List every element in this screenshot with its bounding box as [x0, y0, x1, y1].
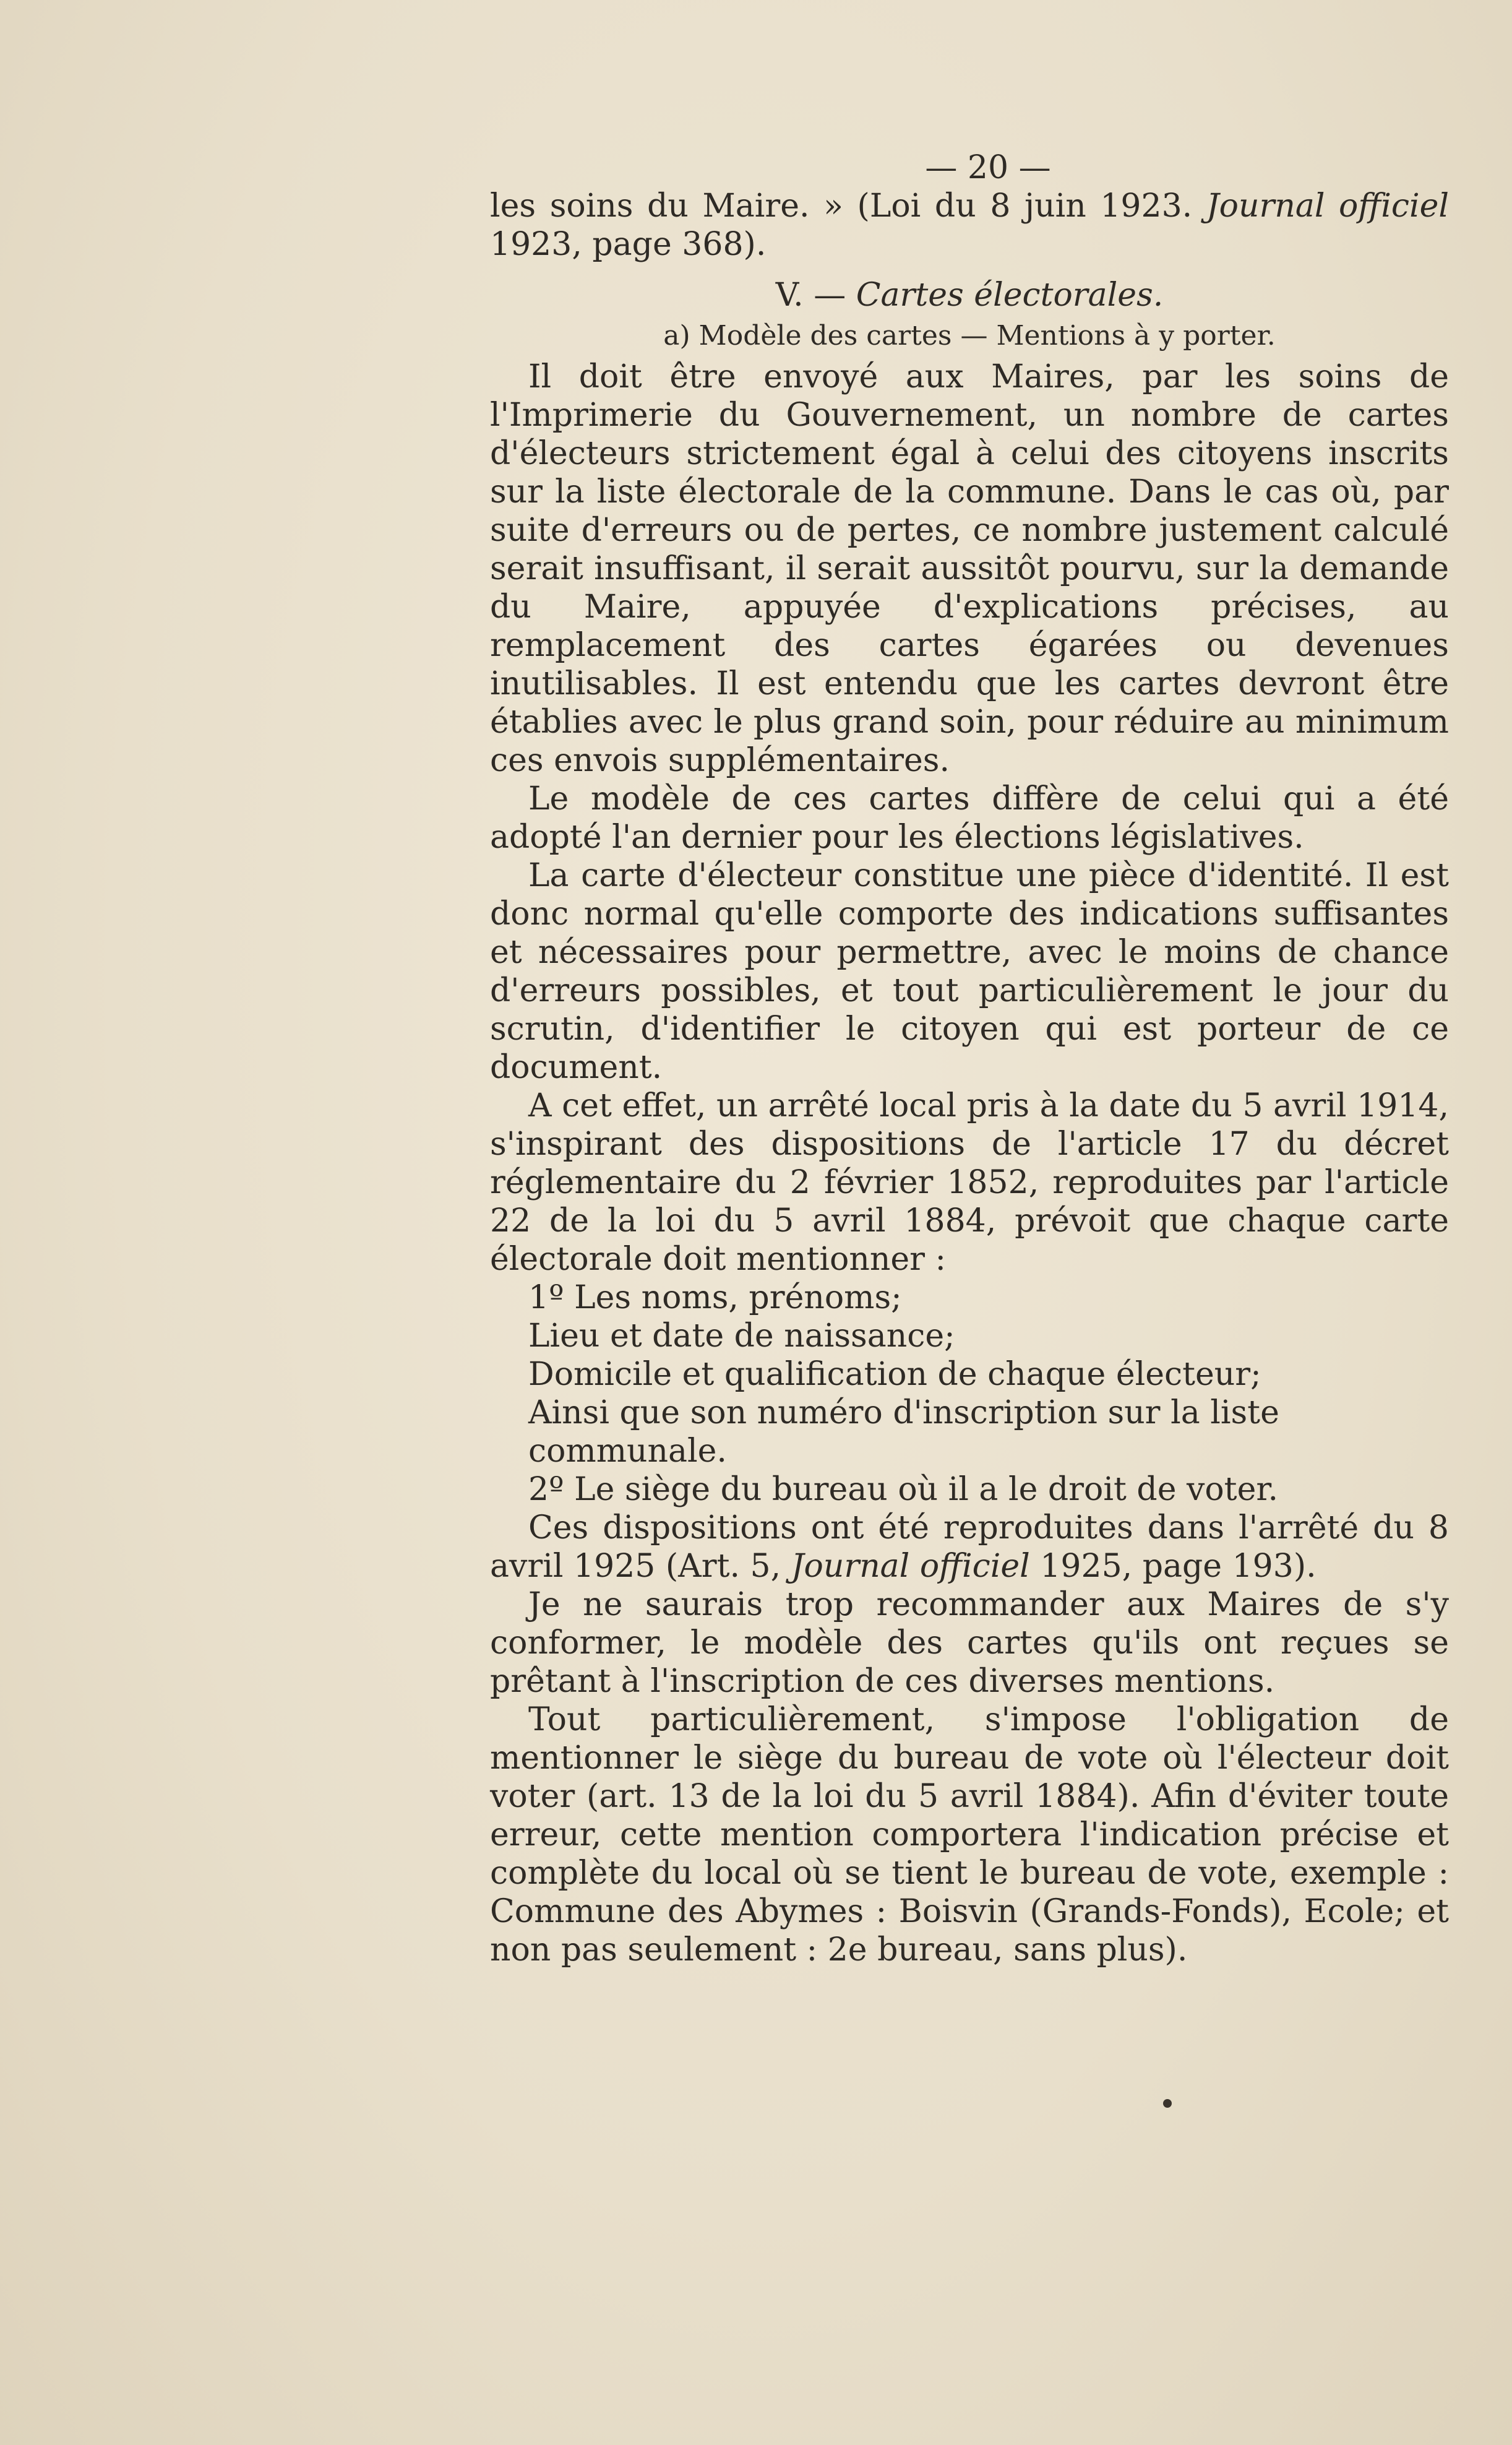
opening-text: les soins du Maire. » (Loi du 8 juin 1923.: [490, 188, 1206, 225]
paragraph-1: Il doit être envoyé aux Maires, par les soins de l'Imprimerie du Gouvernement, un nombre de cartes d'électeurs strictement égal à celui des citoyens inscrits sur la liste électorale de la commune. Dans le cas où, par suite d'erreurs ou de pertes, ce nombre justement calculé serait insuffisant, il serait aussitôt pourvu, sur la demande du Maire, appuyée d'explications précises, au remplacement des cartes égarées ou devenues inutilisables. Il est entendu que les cartes devront être établies avec le plus grand soin, pour réduire au minimum ces envois supplémentaires.: [490, 358, 1449, 779]
subsection-heading: a) Modèle des cartes — Mentions à y porter.: [663, 320, 1276, 351]
section-title: Cartes électorales.: [856, 277, 1164, 314]
section-heading: [490, 276, 1449, 314]
opening-paragraph: [490, 187, 1449, 264]
paragraph-4: A cet effet, un arrêté local pris à la date du 5 avril 1914, s'inspirant des dispositions de l'article 17 du décret réglementaire du 2 février 1852, reproduites par l'article 22 de la loi du 5 avril 1884, prévoit que chaque carte électorale doit mentionner :: [490, 1087, 1449, 1278]
repro-text: Ces dispositions ont été reproduites dans l'arrêté du 8 avril 1925 (Art. 5,: [490, 1509, 1449, 1585]
journal-title: Journal officiel: [1206, 188, 1449, 225]
ink-dot: [1163, 2099, 1172, 2108]
closing-paragraph-1: Je ne saurais trop recommander aux Maires de s'y conformer, le modèle des cartes qu'ils ont reçues se prêtant à l'inscription de ces diverses mentions.: [490, 1586, 1449, 1700]
list-item: Lieu et date de naissance;: [528, 1317, 955, 1355]
opening-text-end: 1923, page 368).: [490, 226, 767, 263]
text-block: [490, 149, 1449, 1969]
page-number: — 20 —: [925, 149, 1051, 186]
list-item: Domicile et qualification de chaque électeur;: [528, 1356, 1261, 1393]
paragraph-3: La carte d'électeur constitue une pièce d'identité. Il est donc normal qu'elle comporte des indications suffisantes et nécessaires pour permettre, avec le moins de chance d'erreurs possibles, et tout particulièrement le jour du scrutin, d'identifier le citoyen qui est porteur de ce document.: [490, 857, 1449, 1086]
list-item: 2º Le siège du bureau où il a le droit de voter.: [528, 1471, 1279, 1508]
paragraph-2: Le modèle de ces cartes diffère de celui qui a été adopté l'an dernier pour les élections législatives.: [490, 780, 1449, 856]
journal-title-2: Journal officiel: [791, 1548, 1030, 1585]
list-item: Ainsi que son numéro d'inscription sur la liste communale.: [528, 1394, 1279, 1470]
reproduction-paragraph: [490, 1509, 1449, 1585]
repro-text-end: 1925, page 193).: [1029, 1548, 1317, 1585]
section-prefix: V. —: [775, 277, 856, 314]
closing-paragraph-2: Tout particulièrement, s'impose l'obligation de mentionner le siège du bureau de vote où l'électeur doit voter (art. 13 de la loi du 5 avril 1884). Afin d'éviter toute erreur, cette mention comportera l'indication précise et complète du local où se tient le bureau de vote, exemple : Commune des Abymes : Boisvin (Grands-Fonds), Ecole; et non pas seulement : 2e bureau, sans plus).: [490, 1701, 1449, 1969]
list-item: 1º Les noms, prénoms;: [528, 1279, 902, 1316]
